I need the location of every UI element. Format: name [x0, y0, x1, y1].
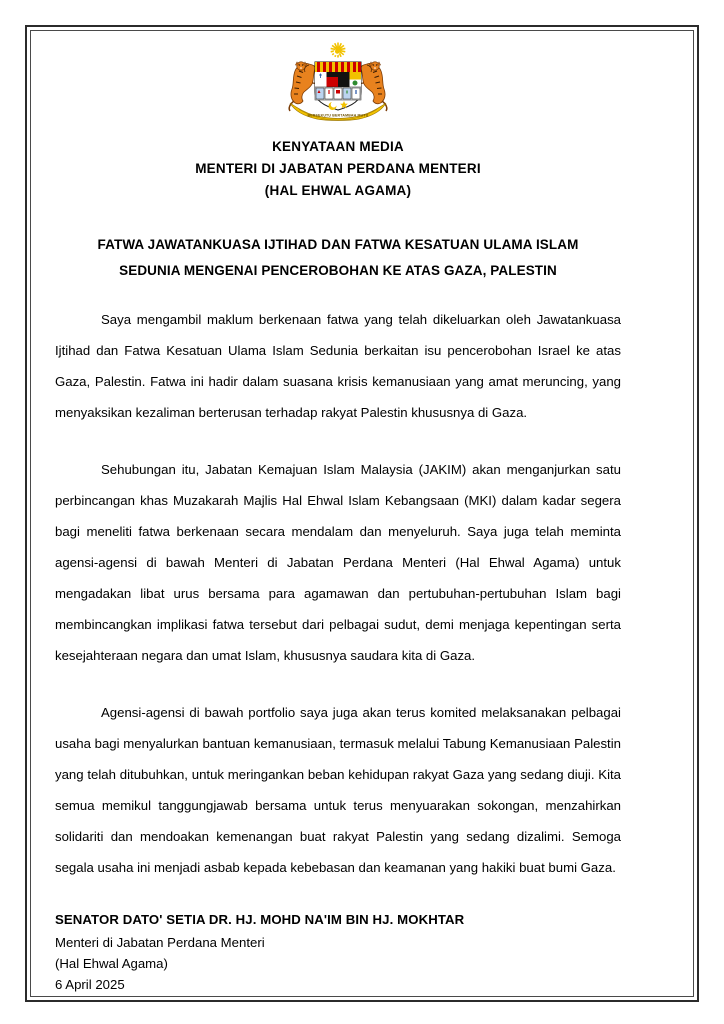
- page-title-line-1: FATWA JAWATANKUASA IJTIHAD DAN FATWA KESATUAN ULAMA ISLAM: [97, 237, 579, 252]
- letterhead-line-1: KENYATAAN MEDIA: [272, 139, 404, 154]
- signatory-name: SENATOR DATO' SETIA DR. HJ. MOHD NA'IM BIN HJ. MOKHTAR: [55, 912, 465, 927]
- signature-block: [55, 909, 621, 995]
- paragraph-2: Sehubungan itu, Jabatan Kemajuan Islam Malaysia (JAKIM) akan menganjurkan satu perbincangan khas Muzakarah Majlis Hal Ehwal Islam Kebangsaan (MKI) dalam kadar segera bagi meneliti fatwa berkenaan secara mendalam dan menyeluruh. Saya juga telah meminta agensi-agensi di bawah Menteri di Jabatan Perdana Menteri (Hal Ehwal Agama) untuk mengadakan libat urus bersama para agamawan dan pertubuhan-pertubuhan Islam bagi membincangkan implikasi fatwa tersebut dari pelbagai sudut, demi menjaga kepentingan serta kesejahteraan negara dan umat Islam, khususnya saudara kita di Gaza.: [55, 462, 621, 663]
- signatory-portfolio: (Hal Ehwal Agama): [55, 956, 168, 971]
- coat-of-arms-container: [55, 40, 621, 124]
- letterhead-line-3: (HAL EHWAL AGAMA): [264, 183, 412, 198]
- letterhead-line-2: MENTERI DI JABATAN PERDANA MENTERI: [195, 161, 481, 176]
- document-content: [55, 40, 621, 995]
- signatory-position: Menteri di Jabatan Perdana Menteri: [55, 935, 265, 950]
- page-title: [55, 232, 621, 284]
- paragraph-1: Saya mengambil maklum berkenaan fatwa yang telah dikeluarkan oleh Jawatankuasa Ijtihad dan Fatwa Kesatuan Ulama Islam Sedunia berkaitan isu pencerobohan Israel ke atas Gaza, Palestin. Fatwa ini hadir dalam suasana krisis kemanusiaan yang amat meruncing, yang menyaksikan kezaliman berterusan terhadap rakyat Palestin khususnya di Gaza.: [55, 312, 621, 420]
- paragraph-3: Agensi-agensi di bawah portfolio saya juga akan terus komited melaksanakan pelbagai usaha bagi menyalurkan bantuan kemanusiaan, termasuk melalui Tabung Kemanusiaan Palestin yang telah ditubuhkan, untuk meringankan beban kehidupan rakyat Gaza yang sedang diuji. Kita semua memikul tanggungjawab bersama untuk terus menyuarakan sokongan, menzahirkan solidariti dan mendoakan kemenangan buat rakyat Palestin yang sedang dizalimi. Semoga segala usaha ini menjadi asbab kepada kebebasan dan keamanan yang hakiki buat bumi Gaza.: [55, 705, 621, 875]
- shield-icon: [315, 62, 361, 110]
- body-text: [55, 304, 621, 883]
- statement-date: 6 April 2025: [55, 977, 125, 992]
- letterhead: [55, 136, 621, 202]
- svg-text:BERSEKUTU BERTAMBAH MUTU: BERSEKUTU BERTAMBAH MUTU: [307, 113, 369, 118]
- malaysia-coat-of-arms-icon: [279, 40, 397, 122]
- page-title-line-2: SEDUNIA MENGENAI PENCEROBOHAN KE ATAS GAZA, PALESTIN: [119, 263, 557, 278]
